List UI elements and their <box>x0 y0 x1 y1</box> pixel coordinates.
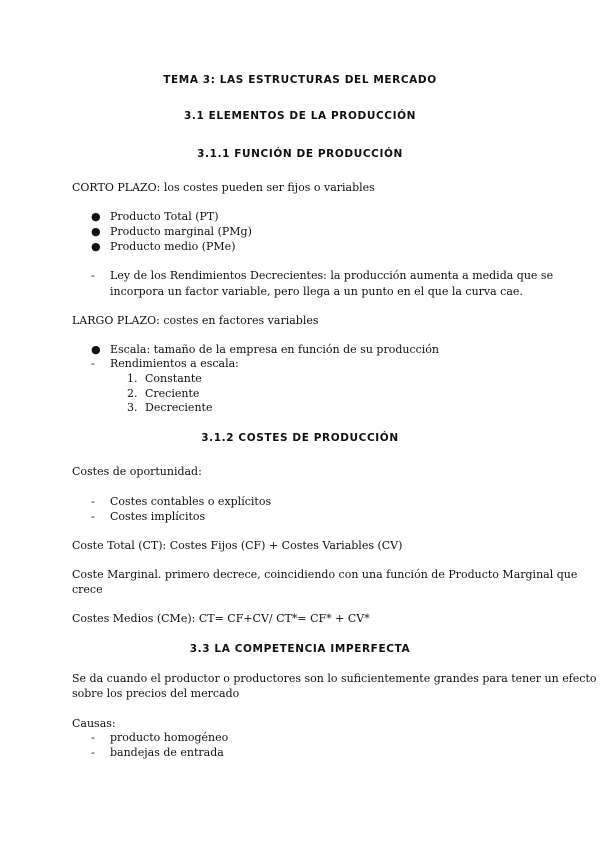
corto-plazo-line: CORTO PLAZO: los costes pueden ser fijos o variables <box>72 181 375 194</box>
section-heading-3-3: 3.3 LA COMPETENCIA IMPERFECTA <box>189 643 411 655</box>
costes-medios-line: Costes Medios (CMe): CT= CF+CV/ CT*= CF* + CV* <box>72 612 370 625</box>
bullet-marker: ● <box>91 210 101 223</box>
rendimientos-item: Rendimientos a escala: <box>110 357 239 370</box>
dash-marker: - <box>91 746 95 759</box>
ley-line-1: Ley de los Rendimientos Decrecientes: la producción aumenta a medida que se <box>110 269 554 282</box>
list-number: 2. <box>127 387 138 400</box>
coste-marginal-line-1: Coste Marginal. primero decrece, coincidiendo con una función de Producto Marginal que <box>72 568 578 581</box>
dash-marker: - <box>91 269 95 282</box>
costes-item: Costes contables o explícitos <box>110 495 272 508</box>
list-number: 3. <box>127 401 138 414</box>
bullet-marker: ● <box>91 225 101 238</box>
costes-oportunidad-line: Costes de oportunidad: <box>72 465 202 478</box>
numbered-item: Decreciente <box>145 401 213 414</box>
costes-item: Costes implícitos <box>110 510 206 523</box>
dash-marker: - <box>91 357 95 370</box>
coste-total-line: Coste Total (CT): Costes Fijos (CF) + Costes Variables (CV) <box>72 539 403 552</box>
numbered-item: Creciente <box>145 387 200 400</box>
section-heading-3-1-2: 3.1.2 COSTES DE PRODUCCIÓN <box>201 432 399 444</box>
section-heading-3-1: 3.1 ELEMENTOS DE LA PRODUCCIÓN <box>183 110 416 122</box>
ley-line-2: incorpora un factor variable, pero llega a un punto en el que la curva cae. <box>110 285 523 298</box>
dash-marker: - <box>91 510 95 523</box>
causas-label: Causas: <box>72 717 116 730</box>
largo-plazo-line: LARGO PLAZO: costes en factores variables <box>72 314 319 327</box>
bullet-marker: ● <box>91 343 101 356</box>
document-title: TEMA 3: LAS ESTRUCTURAS DEL MERCADO <box>163 74 437 86</box>
causa-item: producto homogéneo <box>110 731 229 744</box>
dash-marker: - <box>91 731 95 744</box>
dash-marker: - <box>91 495 95 508</box>
coste-marginal-line-2: crece <box>72 583 103 596</box>
competencia-line-2: sobre los precios del mercado <box>72 687 240 700</box>
bullet-item: Producto medio (PMe) <box>110 240 236 253</box>
section-heading-3-1-1: 3.1.1 FUNCIÓN DE PRODUCCIÓN <box>197 148 403 160</box>
escala-item: Escala: tamaño de la empresa en función de su producción <box>110 343 439 356</box>
bullet-marker: ● <box>91 240 101 253</box>
causa-item: bandejas de entrada <box>110 746 224 759</box>
competencia-line-1: Se da cuando el productor o productores son lo suficientemente grandes para tener un efecto <box>72 672 597 685</box>
numbered-item: Constante <box>145 372 202 385</box>
list-number: 1. <box>127 372 138 385</box>
bullet-item: Producto marginal (PMg) <box>110 225 252 238</box>
bullet-item: Producto Total (PT) <box>110 210 219 223</box>
